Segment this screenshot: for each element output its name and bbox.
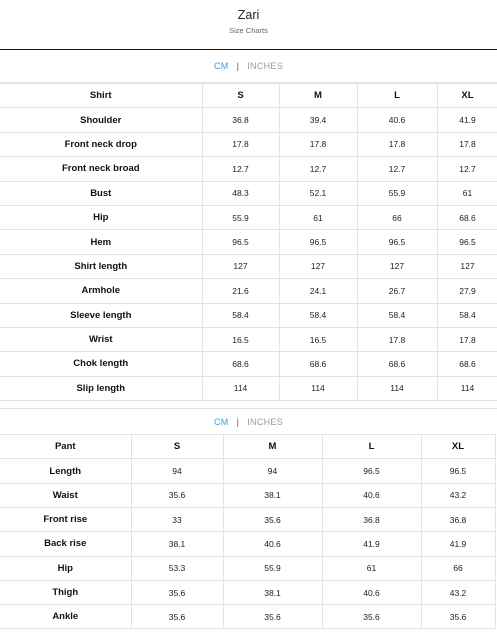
measurement-value: 127 bbox=[202, 254, 279, 278]
measurement-value: 66 bbox=[421, 556, 495, 580]
measurement-value: 21.6 bbox=[202, 279, 279, 303]
shirt-table-row bbox=[0, 157, 497, 181]
measurement-value: 17.8 bbox=[279, 132, 357, 156]
shirt-table-row bbox=[0, 303, 497, 327]
measurement-value: 96.5 bbox=[279, 230, 357, 254]
measurement-value: 36.8 bbox=[322, 507, 421, 531]
measurement-label: Wrist bbox=[0, 327, 202, 351]
section-gap bbox=[0, 401, 497, 409]
pant-table-row bbox=[0, 580, 495, 604]
shirt-table-row bbox=[0, 181, 497, 205]
measurement-value: 127 bbox=[279, 254, 357, 278]
measurement-value: 68.6 bbox=[437, 352, 497, 376]
measurement-value: 35.6 bbox=[223, 507, 322, 531]
measurement-value: 53.3 bbox=[131, 556, 223, 580]
measurement-value: 55.9 bbox=[223, 556, 322, 580]
measurement-value: 36.8 bbox=[421, 507, 495, 531]
shirt-table-row bbox=[0, 376, 497, 400]
measurement-value: 35.6 bbox=[421, 605, 495, 629]
measurement-value: 52.1 bbox=[279, 181, 357, 205]
unit-separator: | bbox=[236, 61, 240, 71]
measurement-value: 114 bbox=[357, 376, 437, 400]
measurement-value: 96.5 bbox=[202, 230, 279, 254]
measurement-value: 38.1 bbox=[223, 483, 322, 507]
measurement-label: Sleeve length bbox=[0, 303, 202, 327]
measurement-label: Shoulder bbox=[0, 108, 202, 132]
measurement-label: Shirt length bbox=[0, 254, 202, 278]
shirt-table-row bbox=[0, 279, 497, 303]
measurement-value: 40.6 bbox=[223, 532, 322, 556]
measurement-value: 40.6 bbox=[322, 483, 421, 507]
measurement-value: 55.9 bbox=[357, 181, 437, 205]
measurement-label: Ankle bbox=[0, 605, 131, 629]
shirt-table-row bbox=[0, 205, 497, 229]
measurement-value: 61 bbox=[437, 181, 497, 205]
measurement-value: 61 bbox=[322, 556, 421, 580]
measurement-value: 16.5 bbox=[202, 327, 279, 351]
measurement-label: Back rise bbox=[0, 532, 131, 556]
measurement-value: 38.1 bbox=[131, 532, 223, 556]
shirt-table-row bbox=[0, 132, 497, 156]
measurement-value: 17.8 bbox=[357, 327, 437, 351]
measurement-value: 114 bbox=[279, 376, 357, 400]
unit-separator: | bbox=[236, 416, 240, 427]
unit-cm-button[interactable]: CM bbox=[213, 416, 229, 427]
measurement-value: 43.2 bbox=[421, 483, 495, 507]
measurement-value: 33 bbox=[131, 507, 223, 531]
measurement-value: 12.7 bbox=[279, 157, 357, 181]
shirt-column-header-size: L bbox=[357, 84, 437, 108]
measurement-value: 38.1 bbox=[223, 580, 322, 604]
measurement-label: Armhole bbox=[0, 279, 202, 303]
measurement-value: 35.6 bbox=[131, 605, 223, 629]
measurement-value: 35.6 bbox=[131, 580, 223, 604]
measurement-value: 58.4 bbox=[202, 303, 279, 327]
measurement-value: 40.6 bbox=[357, 108, 437, 132]
measurement-value: 66 bbox=[357, 205, 437, 229]
shirt-column-header-size: M bbox=[279, 84, 357, 108]
measurement-label: Waist bbox=[0, 483, 131, 507]
shirt-header-row bbox=[0, 84, 497, 108]
chart-header bbox=[0, 0, 497, 50]
measurement-value: 96.5 bbox=[421, 459, 495, 483]
measurement-value: 58.4 bbox=[437, 303, 497, 327]
measurement-value: 17.8 bbox=[357, 132, 437, 156]
measurement-label: Front rise bbox=[0, 507, 131, 531]
measurement-value: 114 bbox=[437, 376, 497, 400]
measurement-value: 27.9 bbox=[437, 279, 497, 303]
measurement-value: 12.7 bbox=[437, 157, 497, 181]
shirt-table-row bbox=[0, 327, 497, 351]
measurement-value: 96.5 bbox=[322, 459, 421, 483]
pant-column-header-size: S bbox=[131, 435, 223, 459]
measurement-value: 68.6 bbox=[202, 352, 279, 376]
shirt-table-row bbox=[0, 230, 497, 254]
measurement-value: 58.4 bbox=[357, 303, 437, 327]
pant-column-header-garment: Pant bbox=[0, 435, 131, 459]
measurement-label: Thigh bbox=[0, 580, 131, 604]
measurement-value: 24.1 bbox=[279, 279, 357, 303]
measurement-value: 17.8 bbox=[437, 327, 497, 351]
measurement-value: 114 bbox=[202, 376, 279, 400]
measurement-label: Front neck drop bbox=[0, 132, 202, 156]
measurement-value: 94 bbox=[131, 459, 223, 483]
measurement-label: Slip length bbox=[0, 376, 202, 400]
shirt-column-header-size: S bbox=[202, 84, 279, 108]
measurement-value: 40.6 bbox=[322, 580, 421, 604]
measurement-value: 35.6 bbox=[131, 483, 223, 507]
pant-header-row bbox=[0, 435, 495, 459]
pant-rows bbox=[0, 459, 495, 629]
measurement-value: 12.7 bbox=[202, 157, 279, 181]
measurement-value: 96.5 bbox=[357, 230, 437, 254]
pant-column-header-size: M bbox=[223, 435, 322, 459]
measurement-value: 127 bbox=[437, 254, 497, 278]
measurement-value: 17.8 bbox=[202, 132, 279, 156]
measurement-value: 48.3 bbox=[202, 181, 279, 205]
pant-table-row bbox=[0, 605, 495, 629]
page-title: Zari bbox=[237, 8, 260, 22]
pant-table-row bbox=[0, 532, 495, 556]
measurement-value: 41.9 bbox=[437, 108, 497, 132]
measurement-value: 26.7 bbox=[357, 279, 437, 303]
measurement-value: 96.5 bbox=[437, 230, 497, 254]
measurement-value: 41.9 bbox=[421, 532, 495, 556]
measurement-value: 94 bbox=[223, 459, 322, 483]
measurement-label: Hip bbox=[0, 205, 202, 229]
measurement-value: 55.9 bbox=[202, 205, 279, 229]
measurement-value: 12.7 bbox=[357, 157, 437, 181]
measurement-value: 36.8 bbox=[202, 108, 279, 132]
measurement-value: 68.6 bbox=[437, 205, 497, 229]
measurement-value: 39.4 bbox=[279, 108, 357, 132]
unit-cm-button[interactable]: CM bbox=[213, 61, 229, 71]
measurement-label: Length bbox=[0, 459, 131, 483]
measurement-value: 68.6 bbox=[357, 352, 437, 376]
measurement-value: 35.6 bbox=[223, 605, 322, 629]
measurement-value: 41.9 bbox=[322, 532, 421, 556]
measurement-label: Front neck broad bbox=[0, 157, 202, 181]
measurement-value: 68.6 bbox=[279, 352, 357, 376]
shirt-table-row bbox=[0, 254, 497, 278]
measurement-value: 61 bbox=[279, 205, 357, 229]
measurement-label: Chok length bbox=[0, 352, 202, 376]
measurement-value: 17.8 bbox=[437, 132, 497, 156]
measurement-value: 35.6 bbox=[322, 605, 421, 629]
pant-table-row bbox=[0, 459, 495, 483]
unit-inches-button[interactable]: INCHES bbox=[247, 61, 284, 71]
unit-inches-button[interactable]: INCHES bbox=[247, 416, 284, 427]
pant-table-row bbox=[0, 507, 495, 531]
unit-toggle-shirt bbox=[0, 50, 497, 83]
measurement-value: 58.4 bbox=[279, 303, 357, 327]
measurement-label: Bust bbox=[0, 181, 202, 205]
measurement-value: 43.2 bbox=[421, 580, 495, 604]
unit-toggle-pant bbox=[0, 409, 497, 434]
shirt-column-header-garment: Shirt bbox=[0, 84, 202, 108]
measurement-value: 127 bbox=[357, 254, 437, 278]
shirt-size-table bbox=[0, 83, 497, 401]
shirt-table-row bbox=[0, 108, 497, 132]
pant-table-row bbox=[0, 483, 495, 507]
pant-column-header-size: XL bbox=[421, 435, 495, 459]
measurement-label: Hip bbox=[0, 556, 131, 580]
shirt-table-row bbox=[0, 352, 497, 376]
measurement-value: 16.5 bbox=[279, 327, 357, 351]
shirt-rows bbox=[0, 108, 497, 401]
shirt-column-header-size: XL bbox=[437, 84, 497, 108]
page-subtitle: Size Charts bbox=[229, 26, 268, 35]
pant-column-header-size: L bbox=[322, 435, 421, 459]
pant-table-row bbox=[0, 556, 495, 580]
pant-size-table bbox=[0, 434, 496, 629]
measurement-label: Hem bbox=[0, 230, 202, 254]
